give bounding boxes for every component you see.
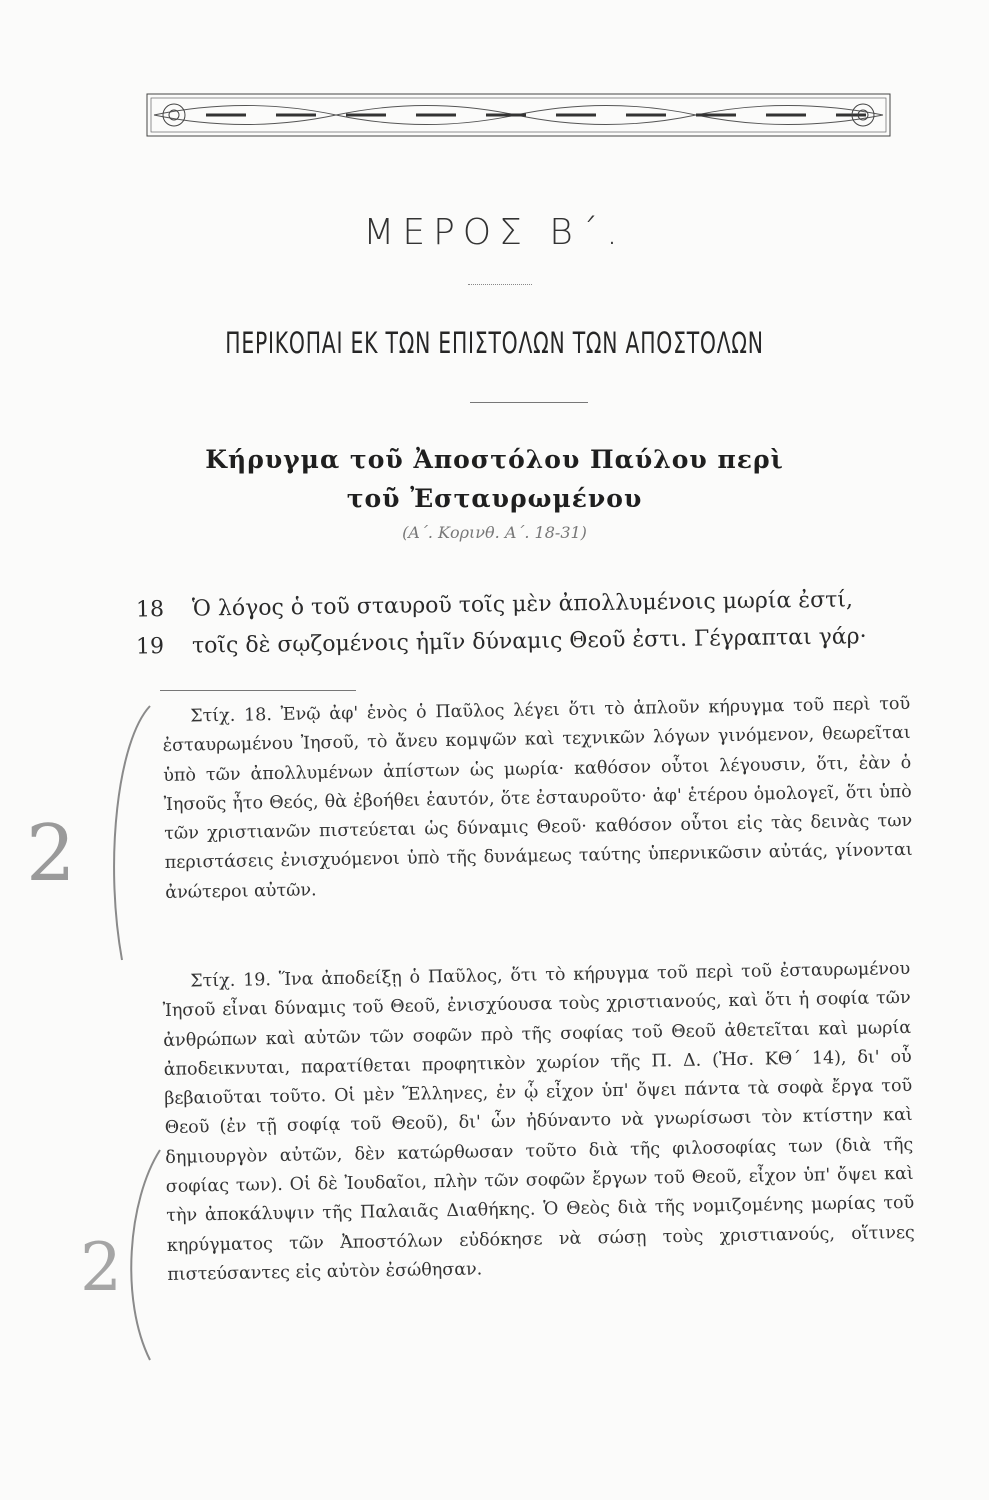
section-title: ΠΕΡΙΚΟΠΑΙ ΕΚ ΤΩΝ ΕΠΙΣΤΟΛΩΝ ΤΩΝ ΑΠΟΣΤΟΛΩΝ [225, 326, 764, 360]
pencil-mark-2-upper: 2 [26, 809, 76, 899]
dotted-divider [468, 284, 532, 285]
part-title: ΜΕΡΟΣ Β΄. [363, 212, 626, 253]
verse-line [136, 587, 916, 623]
commentary-paragraph: Στίχ. 19. Ἵνα ἀποδείξῃ ὁ Παῦλος, ὅτι τὸ κήρυγμα τοῦ περὶ τοῦ ἐσταυρωμένου Ἰησοῦ εἶναι δύναμις τοῦ Θεοῦ, ἐνισχύουσα τοὺς χριστιανούς, καὶ ὅτι ἡ σοφία τῶν ἀνθρώπων καὶ αὐτῶν τῶν σοφῶν πρὸ τῆς σοφίας τοῦ Θεοῦ ἀθετεῖται καὶ μωρία ἀποδεικνυται, παρατίθεται προφητικὸν χωρίον τῆς Π. Δ. (Ἠσ. ΚΘ΄ 14), δι' οὗ βεβαιοῦται τοῦτο. Οἱ μὲν Ἕλληνες, ἐν ᾧ εἶχον ὑπ' ὄψει πάντα τὰ σοφὰ ἔργα τοῦ Θεοῦ (ἐν τῇ σοφίᾳ τοῦ Θεοῦ), δι' ὧν ἠδύναντο νὰ γνωρίσωσι τὸν κτίστην καὶ δημιουργὸν αὐτῶν, δὲν κατώρθωσαν τοῦτο διὰ τῆς φιλοσοφίας των (διὰ τῆς σοφίας των). Οἱ δὲ Ἰουδαῖοι, πλὴν τῶν σοφῶν ἔργων τοῦ Θεοῦ, εἶχον ὑπ' ὄψει καὶ τὴν ἀποκάλυψιν τῆς Παλαιᾶς Διαθήκης. Ὁ Θεὸς διὰ τῆς νομιζομένης μωρίας τοῦ κηρύγματος τῶν Ἀποστόλων εὐδόκησε νὰ σώσῃ τοὺς χριστιανούς, οἵτινες πιστεύσαντες εἰς αὐτὸν ἐσώθησαν. [162, 958, 915, 1285]
pencil-mark-2-lower: 2 [80, 1229, 122, 1306]
scripture-reference: (Α΄. Κορινθ. Α΄. 18-31) [402, 523, 587, 542]
verse-number: 18 [135, 597, 165, 623]
verse-text: τοῖς δὲ σῳζομένοις ἡμῖν δύναμις Θεοῦ ἐστι. Γέγραπται γάρ· [191, 624, 867, 659]
commentary-stich-18 [162, 690, 913, 908]
verse-text: Ὁ λόγος ὁ τοῦ σταυροῦ τοῖς μὲν ἀπολλυμένοις μωρία ἐστί, [191, 587, 854, 622]
commentary-stich-19 [162, 955, 916, 1290]
verse-line [136, 624, 916, 660]
verse-number: 19 [135, 634, 165, 660]
section-divider [470, 402, 588, 403]
chapter-heading-line1: Κήρυγμα τοῦ Ἀποστόλου Παύλου περὶ [205, 445, 784, 474]
footnote-rule [160, 690, 356, 691]
chapter-heading-line2: τοῦ Ἐσταυρωμένου [346, 484, 643, 513]
commentary-paragraph: Στίχ. 18. Ἐνῷ ἀφ' ἑνὸς ὁ Παῦλος λέγει ὅτι τὸ ἁπλοῦν κήρυγμα τοῦ περὶ τοῦ ἐσταυρωμένου Ἰησοῦ, τὸ ἄνευ κομψῶν καὶ τεχνικῶν λόγων γινόμενον, θεωρεῖται ὑπὸ τῶν ἀπολλυμένων ἀπίστων ὡς μωρία· καθόσον οὗτοι λέγουσιν, ὅτι, ἐὰν ὁ Ἰησοῦς ἦτο Θεός, θὰ ἐβοήθει ἑαυτόν, ὅτε ἐσταυροῦτο· ἀφ' ἑτέρου ὁμολογεῖ, ὅτι ὑπὸ τῶν χριστιανῶν πιστεύεται ὡς δύναμις Θεοῦ· καθόσον οὗτοι εἰς τὰς δεινὰς των περιστάσεις ἐνισχυόμενοι ὑπὸ τῆς δυνάμεως ταύτης ὑπερνικῶσιν αὐτάς, γίνονται ἀνώτεροι αὐτῶν. [162, 693, 913, 903]
ornament-band [146, 84, 891, 146]
